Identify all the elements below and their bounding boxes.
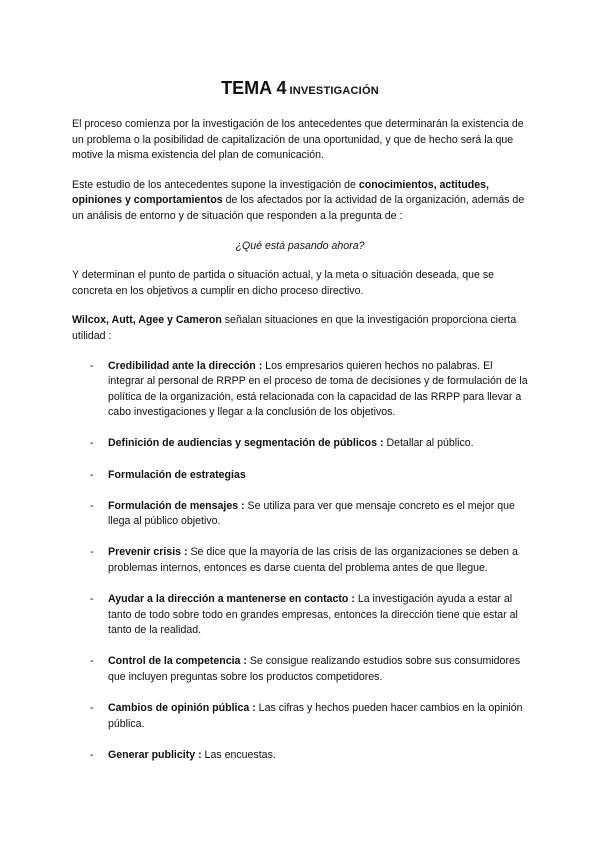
study-text-end: de los afectados por la actividad de la organización, además de un análisis de entorno y de situación que responden a la pregunta de : bbox=[72, 194, 525, 222]
list-item-label: Ayudar a la dirección a mantenerse en contacto : bbox=[108, 592, 355, 605]
authors-names: Wilcox, Autt, Agee y Cameron bbox=[72, 314, 222, 327]
list-bullet: - bbox=[90, 546, 94, 559]
list-item-text: Las cifras y hechos pueden hacer cambios en la opinión pública. bbox=[108, 701, 523, 730]
determine-paragraph: Y determinan el punto de partida o situación actual, y la meta o situación deseada, que se concreta en los objetivos a cumplir en dicho proceso directivo. bbox=[72, 269, 495, 297]
authors-text: señalan situaciones en que la investigación proporciona cierta utilidad : bbox=[72, 314, 517, 342]
list-item-label: Definición de audiencias y segmentación de públicos : bbox=[108, 437, 384, 450]
title-number: TEMA 4 bbox=[221, 78, 287, 98]
page-title bbox=[72, 76, 528, 103]
list-item-label: Credibilidad ante la dirección : bbox=[108, 359, 263, 372]
list-bullet: - bbox=[90, 748, 94, 761]
list-item bbox=[72, 545, 528, 576]
list-item-label: Formulación de estrategias bbox=[108, 468, 246, 481]
list-item bbox=[72, 359, 528, 421]
list-item bbox=[72, 748, 528, 764]
list-item bbox=[72, 592, 528, 639]
list-item bbox=[72, 436, 528, 452]
list-item-text: Se utiliza para ver que mensaje concreto es el mejor que llega al público objetivo. bbox=[108, 499, 515, 528]
question-line: ¿Qué está pasando ahora? bbox=[235, 239, 365, 252]
list-bullet: - bbox=[90, 655, 94, 668]
intro-paragraph: El proceso comienza por la investigación de los antecedentes que determinarán la existencia de un problema o la posibilidad de capitalización de una oportunidad, y que de hecho será la que motive la misma existencia del plan de comunicación. bbox=[72, 118, 524, 162]
study-text-bold: conocimientos, actitudes, opiniones y comportamientos bbox=[72, 178, 489, 207]
list-item-text: La investigación ayuda a estar al tanto de todo sobre todo en grandes empresas, entonces la dirección tiene que estar al tanto de la realidad. bbox=[108, 592, 518, 637]
list-item-text: Detallar al público. bbox=[383, 437, 474, 450]
study-paragraph bbox=[72, 178, 528, 225]
list-bullet: - bbox=[90, 592, 94, 605]
list-item bbox=[72, 701, 528, 732]
list-item bbox=[72, 499, 528, 530]
list-bullet: - bbox=[90, 499, 94, 512]
list-item-label: Formulación de mensajes : bbox=[108, 499, 245, 512]
list-item-label: Prevenir crisis : bbox=[108, 546, 188, 559]
list-item-label: Control de la competencia : bbox=[108, 655, 247, 668]
list-item-text: Los empresarios quieren hechos no palabras. El integrar al personal de RRPP en el proceso de toma de decisiones y de formulación de la política de la organización, está relacionada con la capacidad de las RRPP para llevar a cabo investigaciones y llegar a la conclusión de los objetivos. bbox=[108, 359, 528, 419]
list-item-text: Se dice que la mayoría de las crisis de las organizaciones se deben a problemas internos, entonces es darse cuenta del problema antes de que llegue. bbox=[108, 546, 518, 574]
list-item bbox=[72, 654, 528, 685]
title-subject: INVESTIGACIÓN bbox=[289, 85, 379, 97]
study-text-start: Este estudio de los antecedentes supone la investigación de bbox=[72, 178, 359, 191]
list-item-text: Las encuestas. bbox=[201, 748, 276, 761]
list-item-label: Generar publicity : bbox=[108, 748, 202, 761]
list-bullet: - bbox=[90, 468, 94, 481]
list-bullet: - bbox=[90, 359, 94, 372]
list-bullet: - bbox=[90, 701, 94, 714]
authors-paragraph bbox=[72, 313, 528, 344]
list-item-text: Se consigue realizando estudios sobre sus consumidores que incluyen preguntas sobre los productos competidores. bbox=[108, 655, 521, 683]
list-item-label: Cambios de opinión pública : bbox=[108, 701, 256, 714]
list-item bbox=[72, 468, 528, 484]
document-page bbox=[72, 76, 528, 779]
list-bullet: - bbox=[90, 437, 94, 450]
utility-list bbox=[72, 359, 528, 764]
